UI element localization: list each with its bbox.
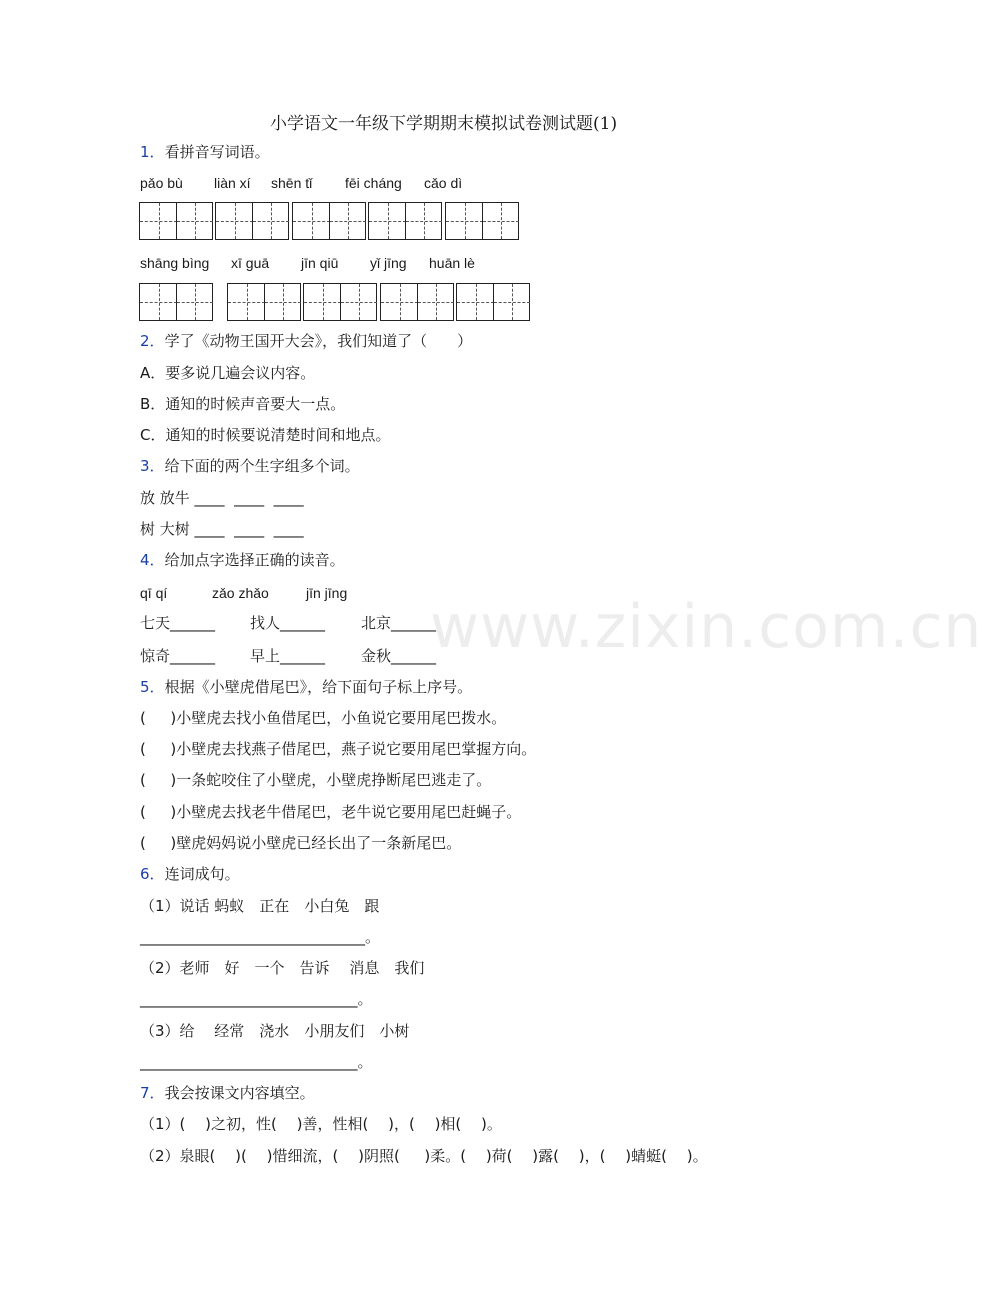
question-number: 3 [140, 457, 150, 475]
writing-box-1-5[interactable] [445, 202, 519, 240]
answer-line[interactable]: _____________________________。 [140, 1053, 373, 1071]
fill-item[interactable]: （1）( )之初，性( )善，性相( )，( )相( )。 [140, 1115, 502, 1133]
pinyin-1-1: pǎo bù [140, 175, 183, 191]
writing-box-2-5[interactable] [456, 283, 530, 321]
order-item[interactable]: ( )小壁虎去找燕子借尾巴，燕子说它要用尾巴掌握方向。 [140, 740, 537, 758]
writing-box-1-1[interactable] [139, 202, 213, 240]
option-a[interactable]: A．要多说几遍会议内容。 [140, 364, 316, 382]
question-text: 给下面的两个生字组多个词。 [164, 457, 360, 475]
fill-blank[interactable]: 金秋______ [361, 647, 437, 665]
pinyin-choice: qī qí [140, 585, 168, 601]
question-7: 7．我会按课文内容填空。 [140, 1084, 315, 1102]
question-number: 2 [140, 332, 150, 350]
question-number: 6 [140, 865, 150, 883]
order-item[interactable]: ( )壁虎妈妈说小壁虎已经长出了一条新尾巴。 [140, 834, 462, 852]
fill-item[interactable]: （2）泉眼( )( )惜细流，( )阴照( )柔。( )荷( )露( )，( )蜻蜓( )。 [140, 1147, 708, 1165]
question-text: 我会按课文内容填空。 [164, 1084, 315, 1102]
answer-line[interactable]: _____________________________。 [140, 990, 373, 1008]
watermark: www.zixin.com.cn [430, 592, 982, 662]
question-number: 7 [140, 1084, 150, 1102]
pinyin-2-3: jīn qiū [301, 255, 339, 271]
word-list: （1）说话 蚂蚁 正在 小白兔 跟 [140, 897, 380, 915]
question-number: 4 [140, 551, 150, 569]
pinyin-choice: jīn jīng [306, 585, 348, 601]
writing-box-1-2[interactable] [215, 202, 289, 240]
word-group-line[interactable]: 树 大树 ____ ____ ____ [140, 520, 304, 538]
pinyin-2-5: huān lè [429, 255, 475, 271]
order-item[interactable]: ( )小壁虎去找小鱼借尾巴，小鱼说它要用尾巴拨水。 [140, 709, 507, 727]
pinyin-2-1: shāng bìng [140, 255, 210, 271]
writing-box-2-1[interactable] [139, 283, 213, 321]
pinyin-1-4: fēi cháng [345, 175, 402, 191]
question-1: 1．看拼音写词语。 [140, 143, 270, 161]
writing-box-2-3[interactable] [303, 283, 377, 321]
writing-box-2-2[interactable] [227, 283, 301, 321]
option-b[interactable]: B．通知的时候声音要大一点。 [140, 395, 346, 413]
writing-box-1-3[interactable] [292, 202, 366, 240]
question-number: 1 [140, 143, 150, 161]
question-2: 2．学了《动物王国开大会》，我们知道了（ ） [140, 332, 473, 350]
pinyin-1-2: liàn xí [214, 175, 251, 191]
fill-blank[interactable]: 北京______ [361, 614, 437, 632]
question-text: 学了《动物王国开大会》，我们知道了（ ） [164, 332, 473, 350]
question-4: 4．给加点字选择正确的读音。 [140, 551, 345, 569]
pinyin-choice: zǎo zhǎo [212, 585, 269, 601]
fill-blank[interactable]: 早上______ [250, 647, 326, 665]
word-list: （2）老师 好 一个 告诉 消息 我们 [140, 959, 425, 977]
pinyin-1-5: cǎo dì [424, 175, 463, 191]
writing-box-2-4[interactable] [380, 283, 454, 321]
question-number: 5 [140, 678, 150, 696]
question-3: 3．给下面的两个生字组多个词。 [140, 457, 360, 475]
pinyin-1-3: shēn tǐ [271, 175, 313, 191]
question-5: 5．根据《小壁虎借尾巴》，给下面句子标上序号。 [140, 678, 473, 696]
question-text: 根据《小壁虎借尾巴》，给下面句子标上序号。 [164, 678, 473, 696]
word-group-line[interactable]: 放 放牛 ____ ____ ____ [140, 489, 304, 507]
option-c[interactable]: C．通知的时候要说清楚时间和地点。 [140, 426, 391, 444]
order-item[interactable]: ( )小壁虎去找老牛借尾巴，老牛说它要用尾巴赶蝇子。 [140, 803, 522, 821]
fill-blank[interactable]: 找人______ [250, 614, 326, 632]
question-6: 6．连词成句。 [140, 865, 240, 883]
pinyin-2-2: xī guā [231, 255, 270, 271]
answer-line[interactable]: ______________________________。 [140, 928, 381, 946]
writing-box-1-4[interactable] [368, 202, 442, 240]
fill-blank[interactable]: 惊奇______ [140, 647, 216, 665]
fill-blank[interactable]: 七天______ [140, 614, 216, 632]
question-text: 给加点字选择正确的读音。 [164, 551, 345, 569]
question-text: 连词成句。 [164, 865, 240, 883]
order-item[interactable]: ( )一条蛇咬住了小壁虎，小壁虎挣断尾巴逃走了。 [140, 771, 492, 789]
pinyin-2-4: yǐ jīng [370, 255, 407, 271]
page-title: 小学语文一年级下学期期末模拟试卷测试题(1) [270, 114, 618, 134]
word-list: （3）给 经常 浇水 小朋友们 小树 [140, 1022, 410, 1040]
question-text: 看拼音写词语。 [164, 143, 270, 161]
